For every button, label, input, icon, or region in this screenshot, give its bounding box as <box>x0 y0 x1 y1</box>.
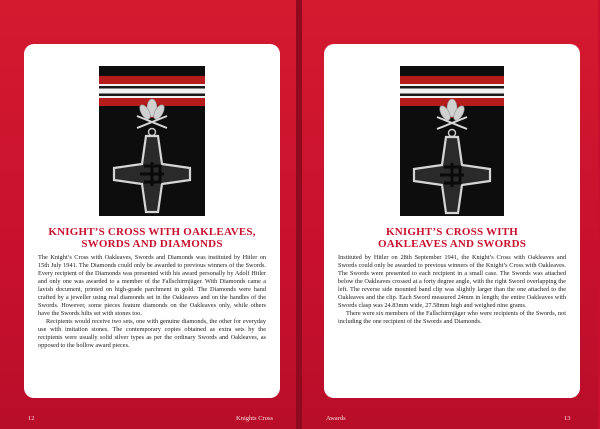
knights-cross-diamonds-photo <box>99 66 205 216</box>
right-running-head: Awards <box>326 415 346 422</box>
left-paragraph-1: The Knight’s Cross with Oakleaves, Swords and Diamonds was instituted by Hitler on 15th July 1941. The Diamonds could only be awarded to previous winners of the Swords. Every recipient of the Diamonds was presented with his award personally by Adolf Hitler and only one was awarded to a member of the Fallschirmjäger. With Diamonds came a lavish document, printed on high-grade parchment in gold. The Diamonds were hand crafted by a jeweller using real diamonds set in the Oakleaves and on the handles of the Swords. However, some pieces feature diamonds on the Oakleaves only, while others have the Swords hilts set with stones too. <box>38 254 266 317</box>
right-page <box>302 0 598 429</box>
left-paragraph-2: Recipients would receive two sets, one with genuine diamonds, the other for everyday use with imitation stones. The contemporary copies obtained as extra sets by the recipients were usually solid silver types as per the ordinary Swords and Oakleaves, as opposed to the hollow award pieces. <box>38 318 266 349</box>
left-title-line-2: SWORDS AND DIAMONDS <box>81 238 223 250</box>
left-page-number: 12 <box>28 415 35 422</box>
medal-photo-icon <box>99 66 205 216</box>
right-content-card <box>324 44 580 398</box>
right-article-title <box>338 226 566 250</box>
right-paragraph-2: There were six members of the Fallschirmjäger who were recipients of the Swords, not including the one recipient of the Swords and Diamonds. <box>338 310 566 325</box>
right-paragraph-1: Instituted by Hitler on 28th September 1941, the Knight’s Cross with Oakleaves and Swords could only be awarded to previous winners of the Knight’s Cross with Oakleaves. The Swords were presented to each recipient in a small case. The Swords was attached below the Oakleaves crossed at a forty degree angle, with the right Sword overlapping the left. The reverse side mounted band clip was slightly larger than the one attached to the Oakleaves and the clip. Each Sword measured 24mm in length; the entire Oakleaves with Swords clasp was 24.83mm wide, 27.58mm high and weighed nine grams. <box>338 254 566 309</box>
right-title-line-2: OAKLEAVES AND SWORDS <box>377 238 527 250</box>
left-content-card <box>24 44 280 398</box>
knights-cross-swords-photo <box>400 66 504 216</box>
left-title-line-1: KNIGHT’S CROSS WITH OAKLEAVES, <box>48 226 256 238</box>
right-page-number: 13 <box>564 415 571 422</box>
medal-photo-icon <box>400 66 504 216</box>
left-running-head: Knights Cross <box>236 415 274 422</box>
left-body-text <box>38 254 266 350</box>
left-page <box>0 0 296 429</box>
right-title-line-1: KNIGHT’S CROSS WITH <box>386 226 518 238</box>
left-article-title <box>38 226 266 250</box>
right-body-text <box>338 254 566 326</box>
